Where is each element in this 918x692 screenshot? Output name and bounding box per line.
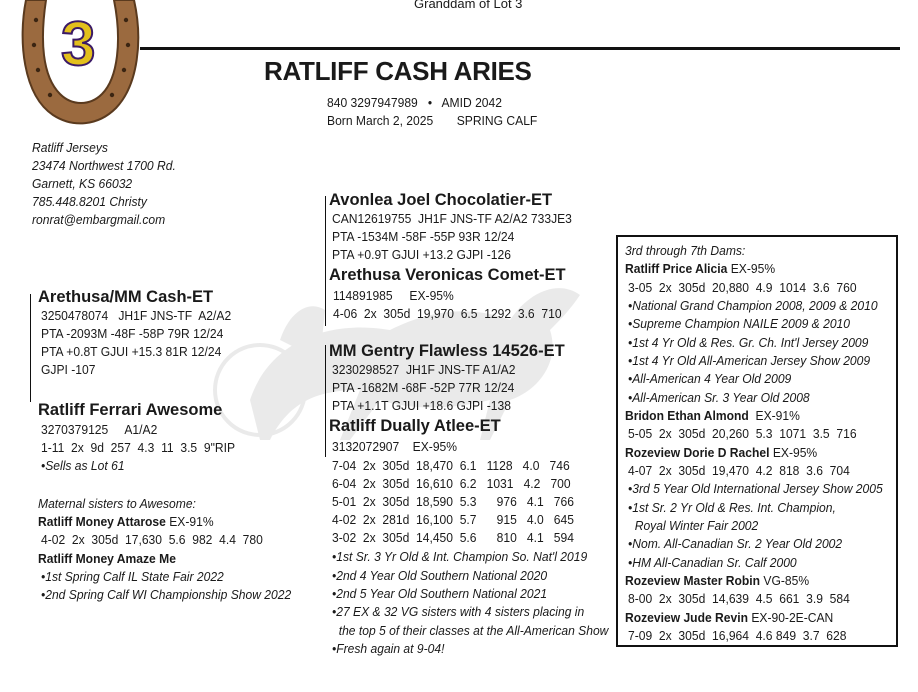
ss-line: CAN12619755 JH1F JNS-TF A2/A2 733JE3	[332, 211, 572, 226]
box-dam-name: Rozeview Dorie D Rachel EX-95%	[625, 445, 818, 460]
maternal-sister-2: Ratliff Money Amaze Me	[38, 551, 176, 566]
box-dam-name: Ratliff Price Alicia EX-95%	[625, 261, 776, 276]
maternal-sister-1-record: 4-02 2x 305d 17,630 5.6 982 4.4 780	[41, 532, 263, 547]
box-dam-line: Royal Winter Fair 2002	[628, 518, 759, 533]
granddam-label: Granddam of Lot 3	[414, 0, 523, 11]
box-dam-line: •1st 4 Yr Old All-American Jersey Show 2009	[628, 353, 871, 368]
box-dam-line: 7-09 2x 305d 16,964 4.6 849 3.7 628	[628, 628, 847, 643]
dd-line: 7-04 2x 305d 18,470 6.1 1128 4.0 746	[332, 458, 570, 473]
sire-side-bracket	[325, 196, 326, 326]
maternal-sister-2-note: •1st Spring Calf IL State Fair 2022	[41, 569, 224, 584]
box-dam-line: 8-00 2x 305d 14,639 4.5 661 3.9 584	[628, 591, 850, 606]
box-dam-line: •All-American Sr. 3 Year Old 2008	[628, 390, 810, 405]
animal-id-line: 840 3297947989 • AMID 2042	[327, 95, 502, 110]
sd-line: 114891985 EX-95%	[333, 288, 454, 303]
lot-number: 3	[61, 10, 96, 79]
ds-name: MM Gentry Flawless 14526-ET	[329, 342, 565, 360]
ds-line: PTA +1.1T GJUI +18.6 GJPI -138	[332, 398, 511, 413]
breeder-address: 23474 Northwest 1700 Rd.	[32, 158, 176, 173]
dd-note: •2nd 5 Year Old Southern National 2021	[332, 586, 548, 601]
box-dam-line: •National Grand Champion 2008, 2009 & 2010	[628, 298, 878, 313]
dd-note: •27 EX & 32 VG sisters with 4 sisters placing in	[332, 604, 585, 619]
maternal-sister-2-note: •2nd Spring Calf WI Championship Show 2022	[41, 587, 292, 602]
dam-line: 3270379125 A1/A2	[41, 422, 158, 437]
sire-bracket	[30, 294, 31, 402]
animal-name: RATLIFF CASH ARIES	[264, 56, 532, 86]
box-dam-line: •HM All-Canadian Sr. Calf 2000	[628, 555, 797, 570]
animal-born-line: Born March 2, 2025 SPRING CALF	[327, 113, 538, 128]
box-dam-line: •1st Sr. 2 Yr Old & Res. Int. Champion,	[628, 500, 836, 515]
box-dam-line: •1st 4 Yr Old & Res. Gr. Ch. Int'l Jersey 2009	[628, 335, 869, 350]
ss-name: Avonlea Joel Chocolatier-ET	[329, 191, 553, 209]
maternal-heading: Maternal sisters to Awesome:	[38, 496, 196, 511]
box-dam-line: 3-05 2x 305d 20,880 4.9 1014 3.6 760	[628, 280, 857, 295]
dd-line: 3132072907 EX-95%	[332, 439, 458, 454]
dd-note: •Fresh again at 9-04!	[332, 641, 445, 656]
sd-line: 4-06 2x 305d 19,970 6.5 1292 3.6 710	[333, 306, 562, 321]
sd-name: Arethusa Veronicas Comet-ET	[329, 266, 566, 284]
dd-note: •2nd 4 Year Old Southern National 2020	[332, 568, 548, 583]
dam-line: 1-11 2x 9d 257 4.3 11 3.5 9"RIP	[41, 440, 236, 455]
box-dam-line: •3rd 5 Year Old International Jersey Show 2005	[628, 481, 883, 496]
box-dam-line: •All-American 4 Year Old 2009	[628, 371, 792, 386]
sire-line: PTA +0.8T GJUI +15.3 81R 12/24	[41, 344, 222, 359]
dam-line: •Sells as Lot 61	[41, 458, 125, 473]
box-heading: 3rd through 7th Dams:	[625, 243, 746, 258]
dam-name: Ratliff Ferrari Awesome	[38, 401, 223, 419]
breeder-phone: 785.448.8201 Christy	[32, 194, 147, 209]
box-dam-name: Rozeview Jude Revin EX-90-2E-CAN	[625, 610, 834, 625]
box-dam-line: 4-07 2x 305d 19,470 4.2 818 3.6 704	[628, 463, 850, 478]
breeder-email: ronrat@embargmail.com	[32, 212, 166, 227]
box-dam-name: Bridon Ethan Almond EX-91%	[625, 408, 800, 423]
sire-line: 3250478074 JH1F JNS-TF A2/A2	[41, 308, 232, 323]
breeder-city: Garnett, KS 66032	[32, 176, 133, 191]
dd-line: 4-02 2x 281d 16,100 5.7 915 4.0 645	[332, 512, 574, 527]
maternal-sister-1: Ratliff Money Attarose EX-91%	[38, 514, 214, 529]
dd-note: the top 5 of their classes at the All-American Show	[332, 623, 609, 638]
dd-line: 6-04 2x 305d 16,610 6.2 1031 4.2 700	[332, 476, 571, 491]
box-dam-name: Rozeview Master Robin VG-85%	[625, 573, 810, 588]
dd-line: 5-01 2x 305d 18,590 5.3 976 4.1 766	[332, 494, 574, 509]
sire-line: PTA -2093M -48F -58P 79R 12/24	[41, 326, 224, 341]
dam-side-bracket	[325, 345, 326, 457]
ss-line: PTA -1534M -58F -55P 93R 12/24	[332, 229, 515, 244]
header-rule	[140, 47, 900, 50]
breeder-name: Ratliff Jerseys	[32, 140, 108, 155]
box-dam-line: •Supreme Champion NAILE 2009 & 2010	[628, 316, 850, 331]
dd-line: 3-02 2x 305d 14,450 5.6 810 4.1 594	[332, 530, 574, 545]
sire-line: GJPI -107	[41, 362, 96, 377]
ds-line: 3230298527 JH1F JNS-TF A1/A2	[332, 362, 516, 377]
ds-line: PTA -1682M -68F -52P 77R 12/24	[332, 380, 515, 395]
dd-note: •1st Sr. 3 Yr Old & Int. Champion So. Nat'l 2019	[332, 549, 588, 564]
sire-name: Arethusa/MM Cash-ET	[38, 288, 214, 306]
box-dam-line: •Nom. All-Canadian Sr. 2 Year Old 2002	[628, 536, 843, 551]
dd-name: Ratliff Dually Atlee-ET	[329, 417, 501, 435]
ss-line: PTA +0.9T GJUI +13.2 GJPI -126	[332, 247, 511, 262]
box-dam-line: 5-05 2x 305d 20,260 5.3 1071 3.5 716	[628, 426, 857, 441]
